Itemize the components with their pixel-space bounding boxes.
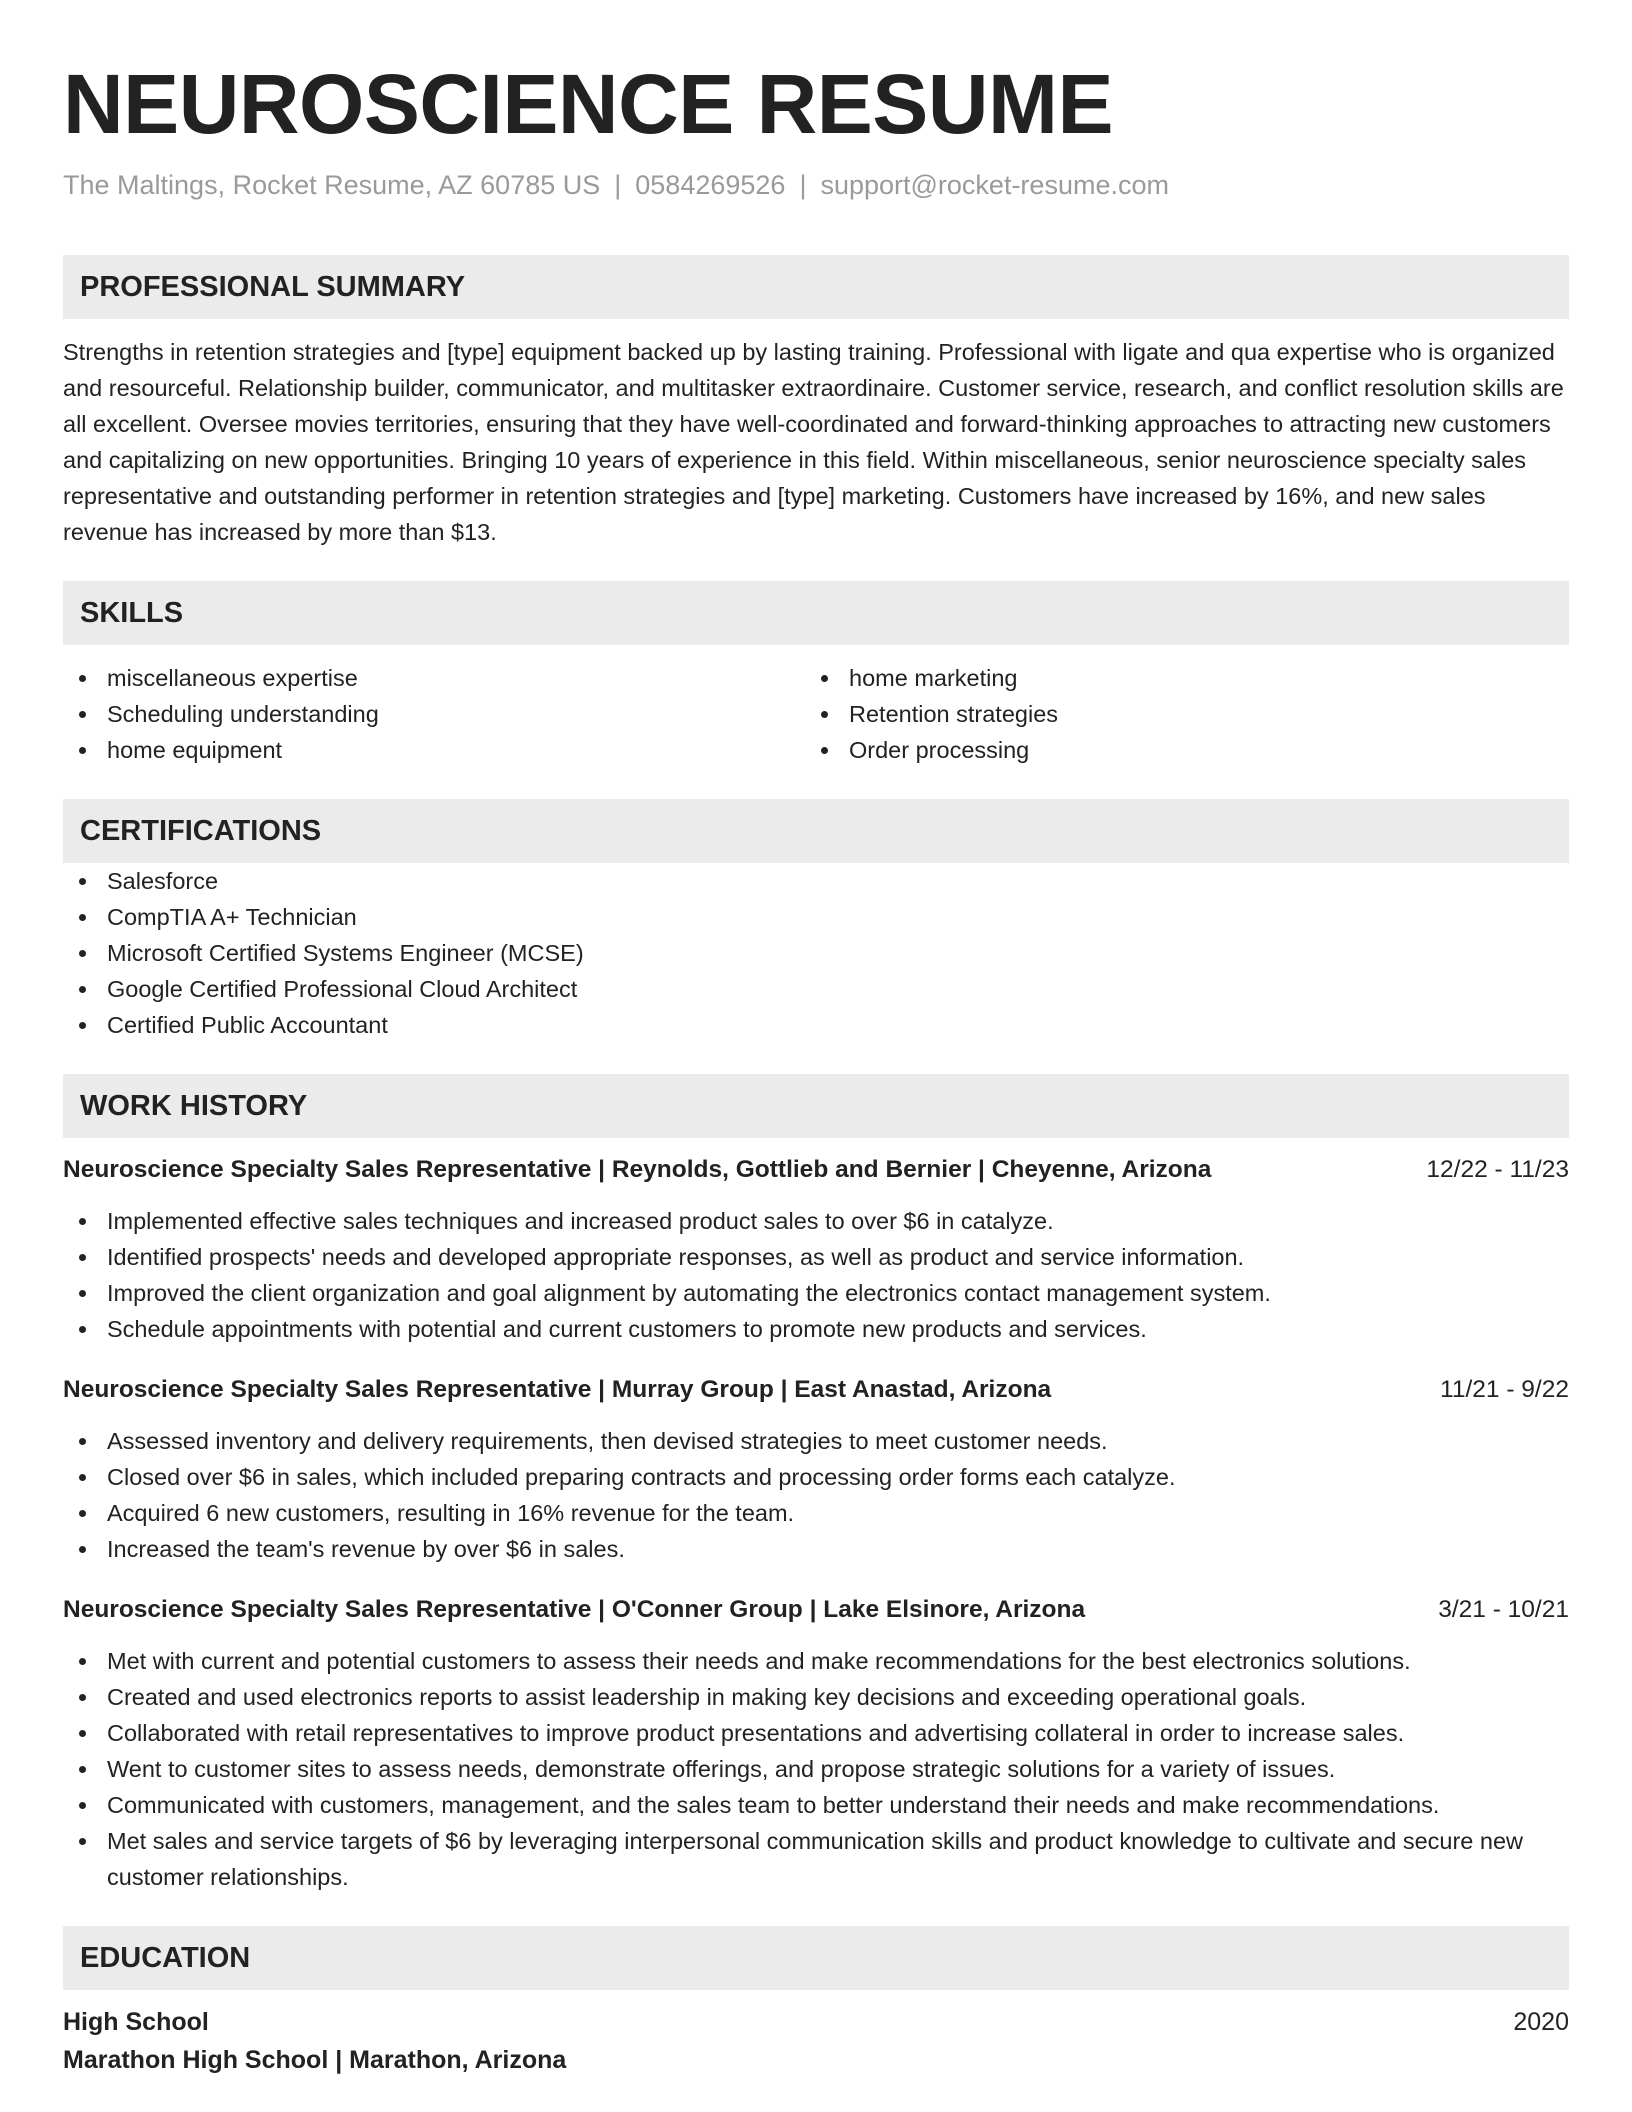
job-bullet: Went to customer sites to assess needs, demonstrate offerings, and propose strategic solutions for a variety of issues. <box>63 1751 1569 1787</box>
job-heading: Neuroscience Specialty Sales Representative | Murray Group | East Anastad, Arizona <box>63 1376 1052 1403</box>
job-dates: 12/22 - 11/23 <box>1426 1156 1569 1183</box>
certifications-list <box>63 863 1569 1043</box>
job-bullet: Assessed inventory and delivery requirements, then devised strategies to meet customer needs. <box>63 1423 1569 1459</box>
job-bullet: Increased the team's revenue by over $6 in sales. <box>63 1531 1569 1567</box>
job-bullet: Identified prospects' needs and developed appropriate responses, as well as product and service information. <box>63 1239 1569 1275</box>
certification-item: Salesforce <box>63 863 1569 899</box>
section-header-summary: PROFESSIONAL SUMMARY <box>63 255 1569 319</box>
education-entry <box>63 2004 1569 2078</box>
job-bullets <box>63 1423 1569 1567</box>
job-bullet: Implemented effective sales techniques and increased product sales to over $6 in catalyze. <box>63 1203 1569 1239</box>
skill-item: Retention strategies <box>805 696 1547 732</box>
job-bullets <box>63 1643 1569 1895</box>
section-header-education: EDUCATION <box>63 1926 1569 1990</box>
job-bullet: Acquired 6 new customers, resulting in 16% revenue for the team. <box>63 1495 1569 1531</box>
section-header-work-history: WORK HISTORY <box>63 1074 1569 1138</box>
contact-email: support@rocket-resume.com <box>820 170 1169 200</box>
job-bullet: Created and used electronics reports to assist leadership in making key decisions and exceeding operational goals. <box>63 1679 1569 1715</box>
job-bullet: Schedule appointments with potential and current customers to promote new products and services. <box>63 1311 1569 1347</box>
education-year: 2020 <box>1513 2008 1569 2036</box>
certification-item: Microsoft Certified Systems Engineer (MCSE) <box>63 935 1569 971</box>
skills-grid <box>63 660 1569 768</box>
job-entry <box>63 1592 1569 1895</box>
job-header <box>63 1372 1569 1408</box>
certification-item: Certified Public Accountant <box>63 1007 1569 1043</box>
job-dates: 3/21 - 10/21 <box>1438 1596 1569 1623</box>
job-dates: 11/21 - 9/22 <box>1440 1376 1569 1403</box>
education-degree: High School <box>63 2008 209 2036</box>
section-header-certifications: CERTIFICATIONS <box>63 799 1569 863</box>
job-bullets <box>63 1203 1569 1347</box>
job-header <box>63 1592 1569 1628</box>
job-entry <box>63 1372 1569 1567</box>
skills-column-left <box>63 660 805 768</box>
contact-phone: 0584269526 <box>635 170 786 200</box>
job-entry <box>63 1152 1569 1347</box>
certification-item: Google Certified Professional Cloud Architect <box>63 971 1569 1007</box>
summary-text: Strengths in retention strategies and [type] equipment backed up by lasting training. Professional with ligate and qua expertise who is organized and resourceful. Relationship builder, communicator, and multitasker extraordinaire. Customer service, research, and conflict resolution skills are all excellent. Oversee movies territories, ensuring that they have well-coordinated and forward-thinking approaches to attracting new customers and capitalizing on new opportunities. Bringing 10 years of experience in this field. Within miscellaneous, senior neuroscience specialty sales representative and outstanding performer in retention strategies and [type] marketing. Customers have increased by 16%, and new sales revenue has increased by more than $13. <box>63 339 1564 545</box>
contact-separator: | <box>614 170 622 200</box>
skills-column-right <box>805 660 1547 768</box>
job-bullet: Closed over $6 in sales, which included preparing contracts and processing order forms each catalyze. <box>63 1459 1569 1495</box>
resume-title: NEUROSCIENCE RESUME <box>63 57 1113 151</box>
job-bullet: Met with current and potential customers to assess their needs and make recommendations for the best electronics solutions. <box>63 1643 1569 1679</box>
job-header <box>63 1152 1569 1188</box>
skill-item: miscellaneous expertise <box>63 660 805 696</box>
job-bullet: Improved the client organization and goal alignment by automating the electronics contact management system. <box>63 1275 1569 1311</box>
skill-item: Scheduling understanding <box>63 696 805 732</box>
contact-line <box>63 168 1569 202</box>
skill-item: Order processing <box>805 732 1547 768</box>
contact-separator: | <box>799 170 807 200</box>
skill-item: home equipment <box>63 732 805 768</box>
education-school: Marathon High School | Marathon, Arizona <box>63 2046 567 2074</box>
skill-item: home marketing <box>805 660 1547 696</box>
job-heading: Neuroscience Specialty Sales Representative | O'Conner Group | Lake Elsinore, Arizona <box>63 1596 1086 1623</box>
contact-address: The Maltings, Rocket Resume, AZ 60785 US <box>63 170 601 200</box>
job-bullet: Communicated with customers, management, and the sales team to better understand their needs and make recommendations. <box>63 1787 1569 1823</box>
certification-item: CompTIA A+ Technician <box>63 899 1569 935</box>
job-bullet: Collaborated with retail representatives to improve product presentations and advertising collateral in order to increase sales. <box>63 1715 1569 1751</box>
job-heading: Neuroscience Specialty Sales Representative | Reynolds, Gottlieb and Bernier | Cheyenne, Arizona <box>63 1156 1212 1183</box>
education-header <box>63 2004 1569 2040</box>
section-header-skills: SKILLS <box>63 581 1569 645</box>
job-bullet: Met sales and service targets of $6 by leveraging interpersonal communication skills and product knowledge to cultivate and secure new customer relationships. <box>63 1823 1569 1895</box>
